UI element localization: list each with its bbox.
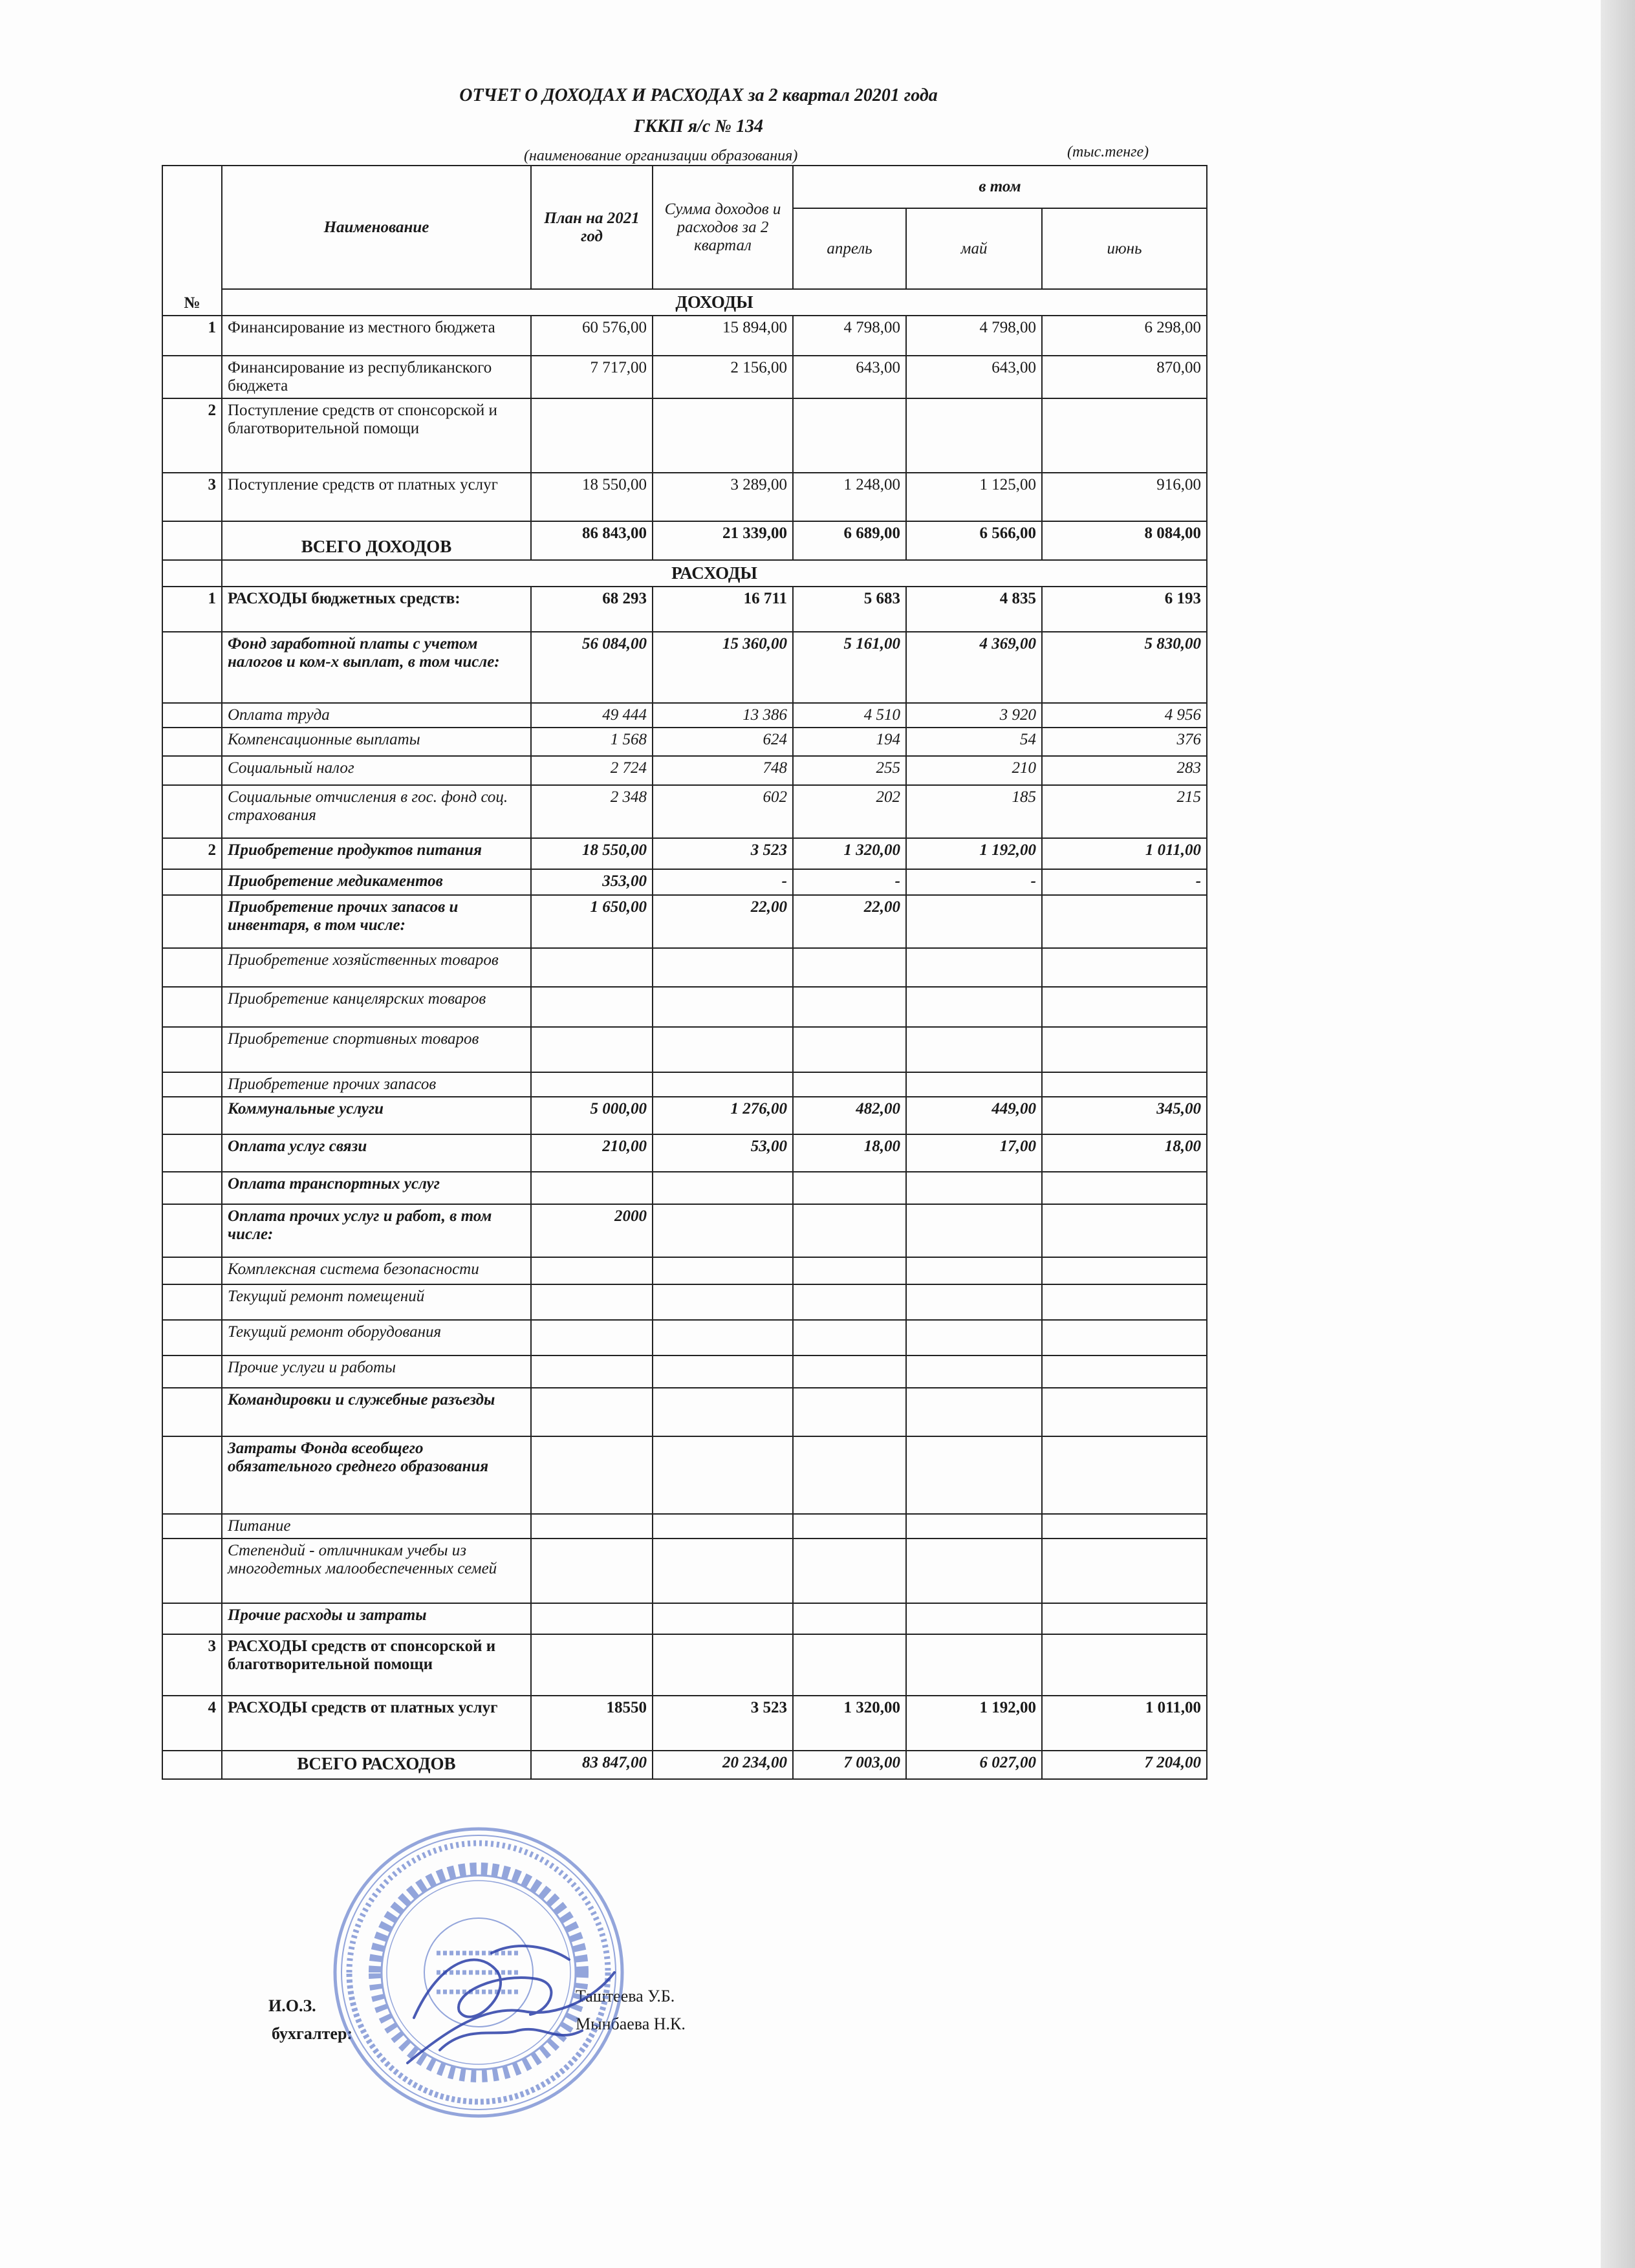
expense-row-april (793, 1388, 906, 1436)
expense-row-june (1042, 1027, 1207, 1072)
income-row-plan: 18 550,00 (531, 473, 653, 521)
expense-total-sum: 20 234,00 (653, 1751, 793, 1779)
expense-row-june: 215 (1042, 785, 1207, 838)
expense-row-name: Текущий ремонт оборудования (222, 1320, 531, 1355)
expense-row-may (906, 1204, 1042, 1257)
income-row-june: 870,00 (1042, 356, 1207, 398)
expense-row-april (793, 987, 906, 1027)
expense-row-sum (653, 1284, 793, 1320)
expense-row-sum: 3 523 (653, 1696, 793, 1751)
expense-row-april (793, 1284, 906, 1320)
expense-row-plan: 353,00 (531, 869, 653, 895)
expense-row-april: 482,00 (793, 1097, 906, 1134)
expense-row-june (1042, 1284, 1207, 1320)
income-total-sum: 21 339,00 (653, 521, 793, 560)
expense-row-plan: 49 444 (531, 703, 653, 728)
expense-row (162, 838, 1207, 869)
expense-row-name: Приобретение прочих запасов (222, 1072, 531, 1097)
expense-row-plan (531, 1172, 653, 1204)
income-total-april: 6 689,00 (793, 521, 906, 560)
expense-row-sum (653, 1514, 793, 1539)
expense-row-april: 22,00 (793, 895, 906, 948)
signature-icon (401, 1934, 621, 2082)
expense-row-sum: 624 (653, 728, 793, 756)
expense-row-plan (531, 948, 653, 987)
expense-row-june (1042, 1436, 1207, 1514)
expense-row-number (162, 1603, 222, 1634)
expense-row-plan (531, 1072, 653, 1097)
expense-row-may (906, 1172, 1042, 1204)
expense-row-april: 1 320,00 (793, 838, 906, 869)
expense-row-number (162, 1097, 222, 1134)
income-row-june: 916,00 (1042, 473, 1207, 521)
expense-row-june: 18,00 (1042, 1134, 1207, 1172)
expense-row-number (162, 895, 222, 948)
expense-row (162, 728, 1207, 756)
organization-caption: (наименование организации образования) (524, 147, 798, 164)
expense-row-sum (653, 987, 793, 1027)
expense-row-number (162, 1134, 222, 1172)
director-name: Таштеева У.Б. (576, 1987, 675, 2005)
expense-row-may: 17,00 (906, 1134, 1042, 1172)
expense-row-name: Оплата труда (222, 703, 531, 728)
expense-row-name: Оплата транспортных услуг (222, 1172, 531, 1204)
income-row-june: 6 298,00 (1042, 316, 1207, 356)
expense-row-april (793, 1257, 906, 1284)
expense-row-sum: 22,00 (653, 895, 793, 948)
expense-row (162, 1134, 1207, 1172)
expense-row (162, 1320, 1207, 1355)
expense-row-sum (653, 948, 793, 987)
expense-row-june (1042, 948, 1207, 987)
header-april: апрель (793, 208, 906, 289)
expense-row-sum (653, 1257, 793, 1284)
expense-row-name: Социальный налог (222, 756, 531, 785)
expense-row-number (162, 948, 222, 987)
expense-row-number (162, 1172, 222, 1204)
expense-row-june (1042, 987, 1207, 1027)
expense-row-april (793, 1634, 906, 1696)
expense-row-plan (531, 1355, 653, 1388)
expense-row-may: 1 192,00 (906, 838, 1042, 869)
expense-row-plan (531, 987, 653, 1027)
expense-row (162, 756, 1207, 785)
expense-row-april: 194 (793, 728, 906, 756)
expense-row (162, 1355, 1207, 1388)
expense-row-june (1042, 1388, 1207, 1436)
accountant-name: Мынбаева Н.К. (576, 2014, 686, 2033)
header-may: май (906, 208, 1042, 289)
expense-row-sum: - (653, 869, 793, 895)
income-rows (162, 316, 1207, 521)
expense-row-may: 4 369,00 (906, 632, 1042, 703)
expense-row-plan (531, 1388, 653, 1436)
expense-row-april: 1 320,00 (793, 1696, 906, 1751)
expense-row-number (162, 1514, 222, 1539)
expense-row-name: Оплата услуг связи (222, 1134, 531, 1172)
header-name: Наименование (222, 166, 531, 289)
expense-row-name: Комплексная система безопасности (222, 1257, 531, 1284)
expense-row-may: 3 920 (906, 703, 1042, 728)
expense-row-sum: 1 276,00 (653, 1097, 793, 1134)
expense-row-june: 283 (1042, 756, 1207, 785)
income-row-may: 4 798,00 (906, 316, 1042, 356)
expense-row-name: Социальные отчисления в гос. фонд соц. страхования (222, 785, 531, 838)
expense-row (162, 1634, 1207, 1696)
expense-row-june (1042, 1072, 1207, 1097)
expense-row-plan: 2 724 (531, 756, 653, 785)
income-total-may: 6 566,00 (906, 521, 1042, 560)
expense-row-name: Приобретение медикаментов (222, 869, 531, 895)
expense-row-number (162, 1436, 222, 1514)
expense-row (162, 1514, 1207, 1539)
expense-row (162, 632, 1207, 703)
expense-row-april (793, 1436, 906, 1514)
expense-row-june (1042, 1204, 1207, 1257)
expense-row-may (906, 1603, 1042, 1634)
header-june: июнь (1042, 208, 1207, 289)
expense-row (162, 1284, 1207, 1320)
expense-row-may: 210 (906, 756, 1042, 785)
expense-row (162, 1097, 1207, 1134)
income-row-number: 3 (162, 473, 222, 521)
expense-row-name: Прочие услуги и работы (222, 1355, 531, 1388)
income-row (162, 398, 1207, 473)
expense-row-number: 3 (162, 1634, 222, 1696)
expense-row-june (1042, 895, 1207, 948)
expense-row (162, 587, 1207, 632)
income-row-name: Поступление средств от спонсорской и благотворительной помощи (222, 398, 531, 473)
expense-row-plan (531, 1284, 653, 1320)
expense-row-april: 5 161,00 (793, 632, 906, 703)
expense-row-april: 4 510 (793, 703, 906, 728)
expense-row-may (906, 948, 1042, 987)
expense-row-may (906, 1320, 1042, 1355)
expense-row-plan: 5 000,00 (531, 1097, 653, 1134)
expense-row-may (906, 1514, 1042, 1539)
expense-row-plan (531, 1436, 653, 1514)
expense-row-name: Приобретение канцелярских товаров (222, 987, 531, 1027)
expense-row-april (793, 1072, 906, 1097)
expense-row (162, 1388, 1207, 1436)
expense-row-number (162, 785, 222, 838)
expense-row-number (162, 1284, 222, 1320)
expense-row-plan: 56 084,00 (531, 632, 653, 703)
expense-row-june (1042, 1603, 1207, 1634)
expense-row-may: 1 192,00 (906, 1696, 1042, 1751)
income-row-plan: 60 576,00 (531, 316, 653, 356)
expense-row-may (906, 1355, 1042, 1388)
expense-row (162, 1257, 1207, 1284)
expense-row (162, 1172, 1207, 1204)
accountant-label: бухгалтер: (272, 2024, 353, 2043)
income-row-may (906, 398, 1042, 473)
expense-row-name: Прочие расходы и затраты (222, 1603, 531, 1634)
expense-row-april: - (793, 869, 906, 895)
expense-row-may: 54 (906, 728, 1042, 756)
expense-row-april (793, 1603, 906, 1634)
expense-rows (162, 587, 1207, 1751)
expense-row-may (906, 1257, 1042, 1284)
expense-row-june (1042, 1634, 1207, 1696)
expense-row-april: 5 683 (793, 587, 906, 632)
income-row (162, 473, 1207, 521)
expense-row-plan: 210,00 (531, 1134, 653, 1172)
expense-row-april (793, 1204, 906, 1257)
expense-row-number (162, 1204, 222, 1257)
expense-row-june: 376 (1042, 728, 1207, 756)
expense-row-plan (531, 1320, 653, 1355)
expense-row-number (162, 1539, 222, 1603)
expense-row-number (162, 1027, 222, 1072)
expense-row (162, 895, 1207, 948)
expense-row-number: 2 (162, 838, 222, 869)
expense-row-may: - (906, 869, 1042, 895)
expense-row-april (793, 1514, 906, 1539)
expense-row-june: 6 193 (1042, 587, 1207, 632)
expense-row-number: 4 (162, 1696, 222, 1751)
expense-row-may (906, 1436, 1042, 1514)
expense-row-plan (531, 1514, 653, 1539)
expense-row-number: 1 (162, 587, 222, 632)
expense-row-april (793, 948, 906, 987)
expense-row-plan (531, 1257, 653, 1284)
expense-row-name: Приобретение продуктов питания (222, 838, 531, 869)
income-row (162, 356, 1207, 398)
header-sum: Сумма доходов и расходов за 2 квартал (653, 166, 793, 289)
header-in-that: в том (793, 166, 1207, 208)
expense-row-name: Приобретение хозяйственных товаров (222, 948, 531, 987)
expense-row-sum (653, 1320, 793, 1355)
expense-row-number (162, 703, 222, 728)
expense-row-plan: 2000 (531, 1204, 653, 1257)
expense-row-may: 185 (906, 785, 1042, 838)
expense-row-april: 202 (793, 785, 906, 838)
units-label: (тыс.тенге) (1067, 144, 1149, 160)
expense-row-sum (653, 1027, 793, 1072)
expense-row-may: 4 835 (906, 587, 1042, 632)
expense-row (162, 703, 1207, 728)
expense-row-plan: 68 293 (531, 587, 653, 632)
expense-row-name: Питание (222, 1514, 531, 1539)
expense-row-name: Оплата прочих услуг и работ, в том числе: (222, 1204, 531, 1257)
expense-row-name: РАСХОДЫ средств от спонсорской и благотворительной помощи (222, 1634, 531, 1696)
expense-section-no (162, 560, 222, 587)
expense-row-plan (531, 1539, 653, 1603)
expense-row-sum (653, 1388, 793, 1436)
expense-row-plan: 2 348 (531, 785, 653, 838)
expense-row (162, 785, 1207, 838)
expense-row-april: 255 (793, 756, 906, 785)
expense-row-name: Компенсационные выплаты (222, 728, 531, 756)
expense-row-may (906, 987, 1042, 1027)
scan-edge (1601, 0, 1635, 2268)
expense-row-plan: 18550 (531, 1696, 653, 1751)
expense-row-name: Текущий ремонт помещений (222, 1284, 531, 1320)
expense-row-plan (531, 1634, 653, 1696)
income-row-sum (653, 398, 793, 473)
expense-row-june: 1 011,00 (1042, 1696, 1207, 1751)
expense-row-name: Приобретение спортивных товаров (222, 1027, 531, 1072)
expense-row-june (1042, 1355, 1207, 1388)
expense-row (162, 1027, 1207, 1072)
expense-row-number (162, 1388, 222, 1436)
expense-row-april (793, 1539, 906, 1603)
expense-row (162, 1696, 1207, 1751)
expense-row-sum: 15 360,00 (653, 632, 793, 703)
income-row-number: 2 (162, 398, 222, 473)
expense-total-no (162, 1751, 222, 1779)
expense-row-june: 1 011,00 (1042, 838, 1207, 869)
income-row-number (162, 356, 222, 398)
income-row-june (1042, 398, 1207, 473)
expense-row-june (1042, 1172, 1207, 1204)
income-row-april: 4 798,00 (793, 316, 906, 356)
expense-row-name: Командировки и служебные разъезды (222, 1388, 531, 1436)
expense-row-name: Приобретение прочих запасов и инвентаря, в том числе: (222, 895, 531, 948)
expense-row-plan: 1 650,00 (531, 895, 653, 948)
expense-row-number (162, 756, 222, 785)
expense-row-june: 4 956 (1042, 703, 1207, 728)
expense-row-june: - (1042, 869, 1207, 895)
expense-total-may: 6 027,00 (906, 1751, 1042, 1779)
header-plan: План на 2021 год (531, 166, 653, 289)
income-row-may: 1 125,00 (906, 473, 1042, 521)
expense-row-name: Степендий - отличникам учебы из многодетных малообеспеченных семей (222, 1539, 531, 1603)
expense-row-plan (531, 1027, 653, 1072)
income-row-number: 1 (162, 316, 222, 356)
expense-row-april (793, 1027, 906, 1072)
expense-row-sum (653, 1603, 793, 1634)
expense-row-april: 18,00 (793, 1134, 906, 1172)
expense-row-may (906, 895, 1042, 948)
income-section-title: ДОХОДЫ (222, 289, 1207, 316)
income-row-sum: 2 156,00 (653, 356, 793, 398)
expense-row-sum (653, 1355, 793, 1388)
expense-row-april (793, 1172, 906, 1204)
expense-row-april (793, 1320, 906, 1355)
expense-row-sum: 53,00 (653, 1134, 793, 1172)
income-row-sum: 15 894,00 (653, 316, 793, 356)
expense-row-plan (531, 1603, 653, 1634)
expense-total-plan: 83 847,00 (531, 1751, 653, 1779)
expense-row-number (162, 1257, 222, 1284)
expense-row-sum: 3 523 (653, 838, 793, 869)
income-total-june: 8 084,00 (1042, 521, 1207, 560)
expense-row-june: 345,00 (1042, 1097, 1207, 1134)
expense-row-may: 449,00 (906, 1097, 1042, 1134)
expense-row-june (1042, 1320, 1207, 1355)
expense-row-number (162, 728, 222, 756)
expense-row-name: Фонд заработной платы с учетом налогов и ком-х выплат, в том числе: (222, 632, 531, 703)
expense-row-sum (653, 1072, 793, 1097)
expense-row (162, 1436, 1207, 1514)
income-total-no (162, 521, 222, 560)
expense-row-number (162, 1320, 222, 1355)
expense-row-may (906, 1634, 1042, 1696)
expense-row (162, 869, 1207, 895)
expense-row-plan: 1 568 (531, 728, 653, 756)
expense-total-june: 7 204,00 (1042, 1751, 1207, 1779)
organization-name: ГККП я/с № 134 (634, 116, 763, 136)
expense-row-april (793, 1355, 906, 1388)
expense-row (162, 1603, 1207, 1634)
expense-row-name: РАСХОДЫ средств от платных услуг (222, 1696, 531, 1751)
expense-row-sum (653, 1634, 793, 1696)
report-table (162, 165, 1207, 1780)
expense-row-name: РАСХОДЫ бюджетных средств: (222, 587, 531, 632)
income-row-april: 643,00 (793, 356, 906, 398)
income-row-plan (531, 398, 653, 473)
expense-row-june (1042, 1257, 1207, 1284)
header-no: № (162, 166, 222, 316)
expense-row-sum: 13 386 (653, 703, 793, 728)
expense-section-title: РАСХОДЫ (222, 560, 1207, 587)
expense-row-number (162, 869, 222, 895)
income-row (162, 316, 1207, 356)
expense-row-may (906, 1027, 1042, 1072)
income-row-april (793, 398, 906, 473)
expense-row-june: 5 830,00 (1042, 632, 1207, 703)
income-row-may: 643,00 (906, 356, 1042, 398)
expense-row-june (1042, 1514, 1207, 1539)
income-row-sum: 3 289,00 (653, 473, 793, 521)
expense-row-name: Затраты Фонда всеобщего обязательного среднего образования (222, 1436, 531, 1514)
expense-row-may (906, 1284, 1042, 1320)
expense-total-april: 7 003,00 (793, 1751, 906, 1779)
expense-row-number (162, 1355, 222, 1388)
expense-row (162, 1539, 1207, 1603)
income-row-name: Финансирование из республиканского бюджета (222, 356, 531, 398)
expense-row-name: Коммунальные услуги (222, 1097, 531, 1134)
income-row-april: 1 248,00 (793, 473, 906, 521)
expense-row-june (1042, 1539, 1207, 1603)
expense-row-sum: 16 711 (653, 587, 793, 632)
income-row-plan: 7 717,00 (531, 356, 653, 398)
report-title: ОТЧЕТ О ДОХОДАХ И РАСХОДАХ за 2 квартал 20201 года (459, 85, 938, 105)
expense-row (162, 1204, 1207, 1257)
director-label: И.О.З. (268, 1996, 316, 2015)
expense-row-number (162, 987, 222, 1027)
expense-row-number (162, 1072, 222, 1097)
income-total-plan: 86 843,00 (531, 521, 653, 560)
expense-row-sum (653, 1204, 793, 1257)
income-total-label: ВСЕГО ДОХОДОВ (222, 521, 531, 560)
expense-row-sum: 748 (653, 756, 793, 785)
expense-row-sum (653, 1539, 793, 1603)
income-row-name: Финансирование из местного бюджета (222, 316, 531, 356)
expense-row-may (906, 1539, 1042, 1603)
expense-row-plan: 18 550,00 (531, 838, 653, 869)
expense-row (162, 987, 1207, 1027)
income-row-name: Поступление средств от платных услуг (222, 473, 531, 521)
expense-total-label: ВСЕГО РАСХОДОВ (222, 1751, 531, 1779)
expense-row-number (162, 632, 222, 703)
expense-row-sum (653, 1172, 793, 1204)
expense-row (162, 1072, 1207, 1097)
expense-row-sum: 602 (653, 785, 793, 838)
expense-row-may (906, 1072, 1042, 1097)
expense-row (162, 948, 1207, 987)
expense-row-may (906, 1388, 1042, 1436)
expense-row-sum (653, 1436, 793, 1514)
